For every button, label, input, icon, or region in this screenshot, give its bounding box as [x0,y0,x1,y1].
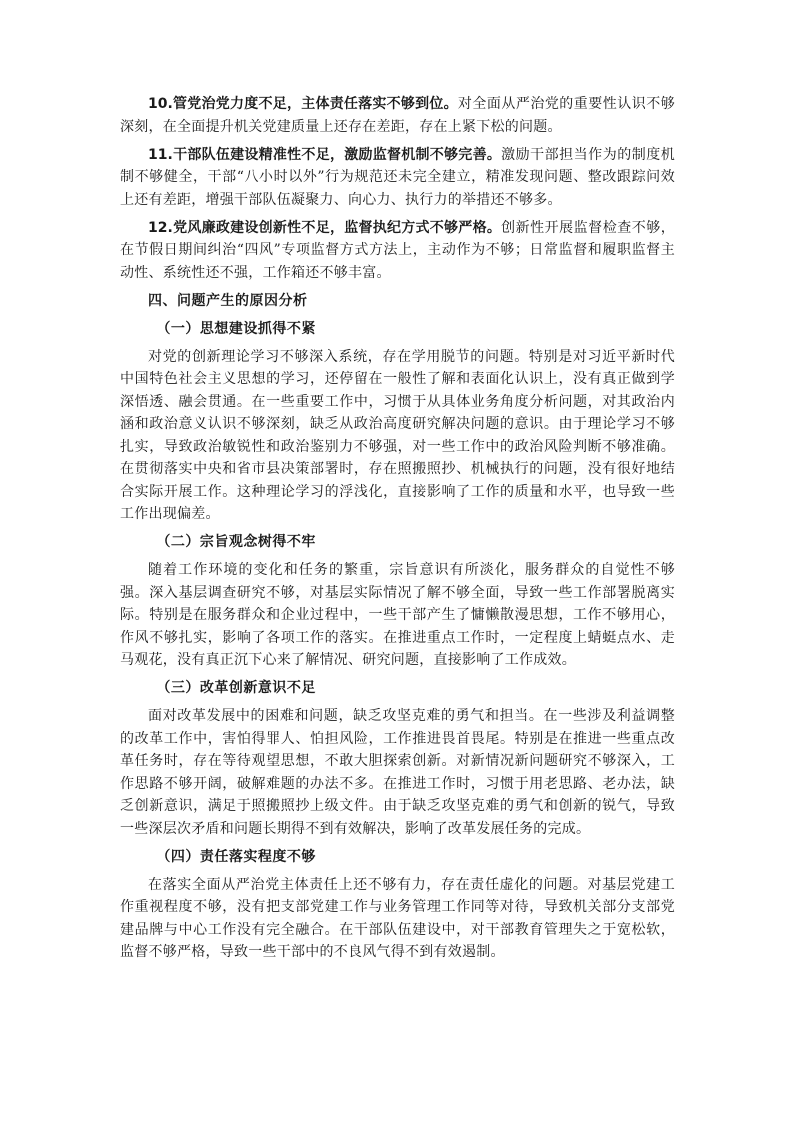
subsection-4-body: 在落实全面从严治党主体责任上还不够有力，存在责任虚化的问题。对基层党建工作重视程度不够，没有把支部党建工作与业务管理工作同等对待，导致机关部分支部党建品牌与中心工作没有完全融合。在干部队伍建设中，对干部教育管理失之于宽松软，监督不够严格，导致一些干部中的不良风气得不到有效遏制。 [120,876,675,960]
subsection-2-heading: （二）宗旨观念树得不牢 [156,534,316,550]
item-12 [120,217,675,285]
document-page [120,93,675,969]
subsection-1-body: 对党的创新理论学习不够深入系统，存在学用脱节的问题。特别是对习近平新时代中国特色社会主义思想的学习，还停留在一般性了解和表面化认识上，没有真正做到学深悟透、融会贯通。在一些重要工作中，习惯于从具体业务角度分析问题，对其政治内涵和政治意义认识不够深刻，缺乏从政治高度研究解决问题的意识。由于理论学习不够扎实，导致政治敏锐性和政治鉴别力不够强，对一些工作中的政治风险判断不够准确。在贯彻落实中央和省市县决策部署时，存在照搬照抄、机械执行的问题，没有很好地结合实际开展工作。这种理论学习的浮浅化，直接影响了工作的质量和水平，也导致一些工作出现偏差。 [120,348,675,522]
item-11-text: 激励干部担当作为的制度机制不够健全，干部“八小时以外”行为规范还未完全建立，精准发现问题、整改跟踪问效上还有差距，增强干部队伍凝聚力、向心力、执行力的举措还不够多。 [120,146,675,208]
item-11-lead: 11.干部队伍建设精准性不足，激励监督机制不够完善。 [148,146,502,163]
item-10-lead: 10.管党治党力度不足，主体责任落实不够到位。 [148,96,458,112]
item-10-text: 对全面从严治党的重要性认识不够深刻，在全面提升机关党建质量上还存在差距，存在上紧下松的问题。 [120,96,675,135]
subsection-2-body: 随着工作环境的变化和任务的繁重，宗旨意识有所淡化，服务群众的自觉性不够强。深入基层调查研究不够，对基层实际情况了解不够全面，导致一些工作部署脱离实际。特别是在服务群众和企业过程中，一些干部产生了慵懒散漫思想，工作不够用心，作风不够扎实，影响了各项工作的落实。在推进重点工作时，一定程度上蜻蜓点水、走马观花，没有真正沉下心来了解情况、研究问题，直接影响了工作成效。 [120,562,675,668]
item-10 [120,93,675,138]
section-heading: 四、问题产生的原因分析 [148,292,308,309]
subsection-3-body: 面对改革发展中的困难和问题，缺乏攻坚克难的勇气和担当。在一些涉及利益调整的改革工作中，害怕得罪人、怕担风险，工作推进畏首畏尾。特别是在推进一些重点改革任务时，存在等待观望思想，不敢大胆探索创新。对新情况新问题研究不够深入，工作思路不够开阔，破解难题的办法不多。在推进工作时，习惯于用老思路、老办法，缺乏创新意识，满足于照搬照抄上级文件。由于缺乏攻坚克难的勇气和创新的锐气，导致一些深层次矛盾和问题长期得不到有效解决，影响了改革发展任务的完成。 [120,708,675,837]
item-12-text: 创新性开展监督检查不够，在节假日期间纠治“四风”专项监督方式方法上，主动作为不够；日常监督和履职监督主动性、系统性还不强，工作箱还不够丰富。 [120,219,675,281]
subsection-3-heading: （三）改革创新意识不足 [156,680,316,696]
subsection-4-heading: （四）责任落实程度不够 [156,848,316,865]
item-12-lead: 12.党风廉政建设创新性不足，监督执纪方式不够严格。 [148,219,502,236]
item-11 [120,144,675,212]
subsection-1-heading: （一）思想建设抓得不紧 [156,320,316,337]
